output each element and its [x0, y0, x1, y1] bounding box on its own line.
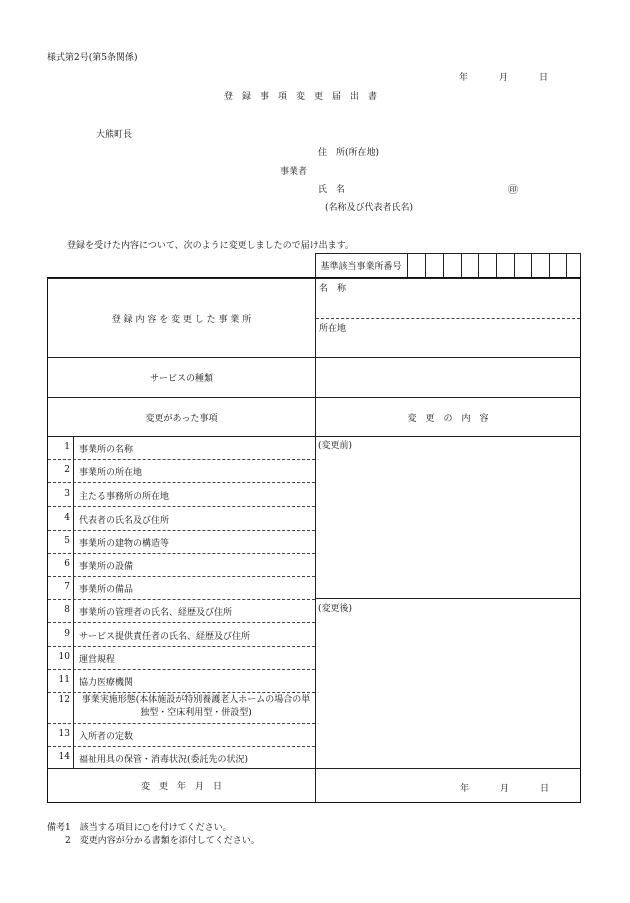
office-number-boxes[interactable]	[407, 253, 581, 278]
item-13-number: 13	[58, 729, 70, 739]
change-date-label: 変 更 年 月 日	[140, 782, 222, 792]
date-month-label: 月	[499, 73, 509, 83]
item-11-number: 11	[58, 675, 70, 685]
office-address-label: 所在地	[319, 324, 347, 334]
item-9-label[interactable]: サービス提供責任者の氏名、経歴及び住所	[79, 632, 251, 642]
applicant-name-note: (名称及び代表者氏名)	[325, 203, 414, 213]
item-10-label[interactable]: 運営規程	[79, 655, 116, 665]
office-number-label: 基準該当事業所番号	[320, 261, 402, 272]
item-8-number: 8	[64, 605, 70, 615]
item-12-number: 12	[58, 695, 70, 705]
applicant-address-label: 住 所(所在地)	[318, 148, 380, 158]
item-8-label[interactable]: 事業所の管理者の氏名、経歴及び住所	[79, 608, 233, 618]
before-content-field[interactable]	[316, 450, 580, 598]
addressee: 大熊町長	[96, 130, 133, 140]
date-year-label: 年	[459, 73, 469, 83]
item-5-number: 5	[64, 536, 70, 546]
after-label: (変更後)	[318, 604, 353, 614]
before-label: (変更前)	[318, 441, 353, 451]
change-date-day[interactable]: 日	[540, 784, 550, 794]
applicant-name-label: 氏 名	[318, 185, 346, 195]
item-14-label[interactable]: 福祉用具の保管・消毒状況(委託先の状況)	[79, 755, 249, 765]
item-2-number: 2	[64, 465, 70, 475]
office-name-field[interactable]	[316, 292, 580, 318]
seal-mark: ㊞	[508, 185, 518, 196]
service-type-label: サービスの種類	[149, 373, 213, 384]
form-id: 様式第2号(第5条関係)	[47, 53, 138, 63]
service-type-field[interactable]	[316, 358, 580, 396]
item-9-number: 9	[64, 629, 70, 639]
item-13-label[interactable]: 入所者の定数	[79, 732, 134, 742]
change-content-header: 変 更 の 内 容	[407, 413, 489, 424]
after-content-field[interactable]	[316, 613, 580, 767]
intro-text: 登録を受けた内容について、次のように変更しましたので届け出ます。	[67, 241, 354, 251]
applicant-role-label: 事業者	[280, 167, 308, 177]
item-6-label[interactable]: 事業所の設備	[79, 562, 134, 572]
office-address-field[interactable]	[345, 319, 580, 356]
item-7-label[interactable]: 事業所の備品	[79, 585, 134, 595]
office-name-label: 名 称	[319, 284, 347, 294]
item-3-label[interactable]: 主たる事務所の所在地	[79, 492, 170, 502]
item-5-label[interactable]: 事業所の建物の構造等	[79, 539, 170, 549]
document-title: 登 録 事 項 変 更 届 出 書	[224, 92, 378, 102]
item-14-number: 14	[58, 752, 70, 762]
item-4-number: 4	[64, 513, 70, 523]
item-10-number: 10	[58, 652, 70, 662]
item-12-label[interactable]: 事業実施形態(本体施設が特別養護老人ホームの場合の単独型・空床利用型・併設型)	[81, 695, 311, 718]
note-2: 2 変更内容が分かる書類を添付してください。	[47, 836, 260, 846]
item-1-label[interactable]: 事業所の名称	[79, 445, 134, 455]
change-date-year[interactable]: 年	[460, 784, 470, 794]
item-1-number: 1	[64, 442, 70, 452]
item-6-number: 6	[64, 559, 70, 569]
item-3-number: 3	[64, 489, 70, 499]
item-2-label[interactable]: 事業所の所在地	[79, 468, 143, 478]
changed-items-header: 変更があった事項	[145, 413, 218, 424]
item-4-label[interactable]: 代表者の氏名及び住所	[79, 516, 170, 526]
item-7-number: 7	[64, 582, 70, 592]
note-1: 備考1 該当する項目に○を付けてください。	[47, 823, 232, 833]
change-date-month[interactable]: 月	[500, 784, 510, 794]
date-day-label: 日	[539, 73, 549, 83]
office-label: 登 録 内 容 を 変 更 し た 事 業 所	[111, 314, 252, 325]
item-11-label[interactable]: 協力医療機関	[79, 678, 134, 688]
